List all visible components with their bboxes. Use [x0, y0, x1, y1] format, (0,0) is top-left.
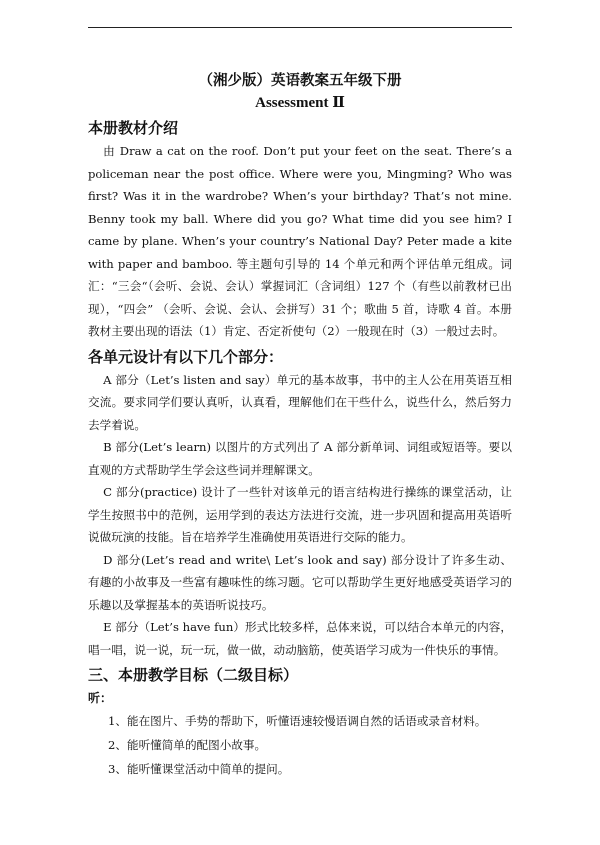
document-page: [88, 70, 512, 781]
document-subtitle: Assessment Ⅱ: [255, 95, 345, 111]
listen-item: 3、能听懂课堂活动中简单的提问。: [108, 762, 290, 776]
intro-paragraph: 由 Draw a cat on the roof. Don’t put your feet on the seat. There’s a policeman near the post office. Where were you, Mingming? Who was first? Was it in the wardrobe? When’s your birthday? That’s not mine. Benny took my ball. Where did you go? What time did you see him? I came by plane. When’s your country’s National Day? Peter made a kite with paper and bamboo. 等主题句引导的 14 个单元和两个评估单元组成。词汇：“三会“（会听、会说、会认）掌握词汇（含词组）127 个（有些以前教材已出现），“四会” （会听、会说、会认、会拼写）31 个；歌曲 5 首，诗歌 4 首。本册教材主要出现的语法（1）肯定、否定祈使句（2）一般现在时（3）一般过去时。: [88, 144, 512, 338]
units-heading: 各单元设计有以下几个部分：: [88, 347, 284, 366]
document-title: （湘少版）英语教案五年级下册: [198, 73, 402, 89]
goals-heading: 三、本册教学目标（二级目标）: [88, 666, 299, 684]
listen-item: 2、能听懂简单的配图小故事。: [108, 738, 267, 752]
intro-heading: 本册教材介绍: [88, 119, 179, 137]
unit-part-e: E 部分（Let’s have fun）形式比较多样，总体来说，可以结合本单元的内容，唱一唱，说一说，玩一玩，做一做，动动脑筋，使英语学习成为一件快乐的事情。: [88, 620, 512, 657]
unit-part-a: A 部分（Let’s listen and say）单元的基本故事，书中的主人公在用英语互相交流。要求同学们要认真听，认真看，理解他们在干些什么，说些什么，然后努力去学着说。: [88, 372, 512, 432]
unit-part-c: C 部分(practice) 设计了一些针对该单元的语言结构进行操练的课堂活动，让学生按照书中的范例，运用学到的表达方法进行交流，进一步巩固和提高用英语听说做玩演的技能。旨在培养学生准确使用英语进行交际的能力。: [88, 485, 512, 544]
listen-item: 1、能在图片、手势的帮助下，听懂语速较慢语调自然的话语或录音材料。: [108, 714, 487, 728]
unit-part-d: D 部分(Let’s read and write\ Let’s look and say) 部分设计了许多生动、有趣的小故事及一些富有趣味性的练习题。它可以帮助学生更好地感受英语学习的乐趣以及掌握基本的英语听说技巧。: [88, 552, 512, 612]
header-rule: [88, 27, 512, 28]
unit-part-b: B 部分(Let’s learn) 以图片的方式列出了 A 部分新单词、词组或短语等。要以直观的方式帮助学生学会这些词并理解课文。: [88, 440, 512, 477]
listen-label: 听：: [88, 691, 113, 705]
